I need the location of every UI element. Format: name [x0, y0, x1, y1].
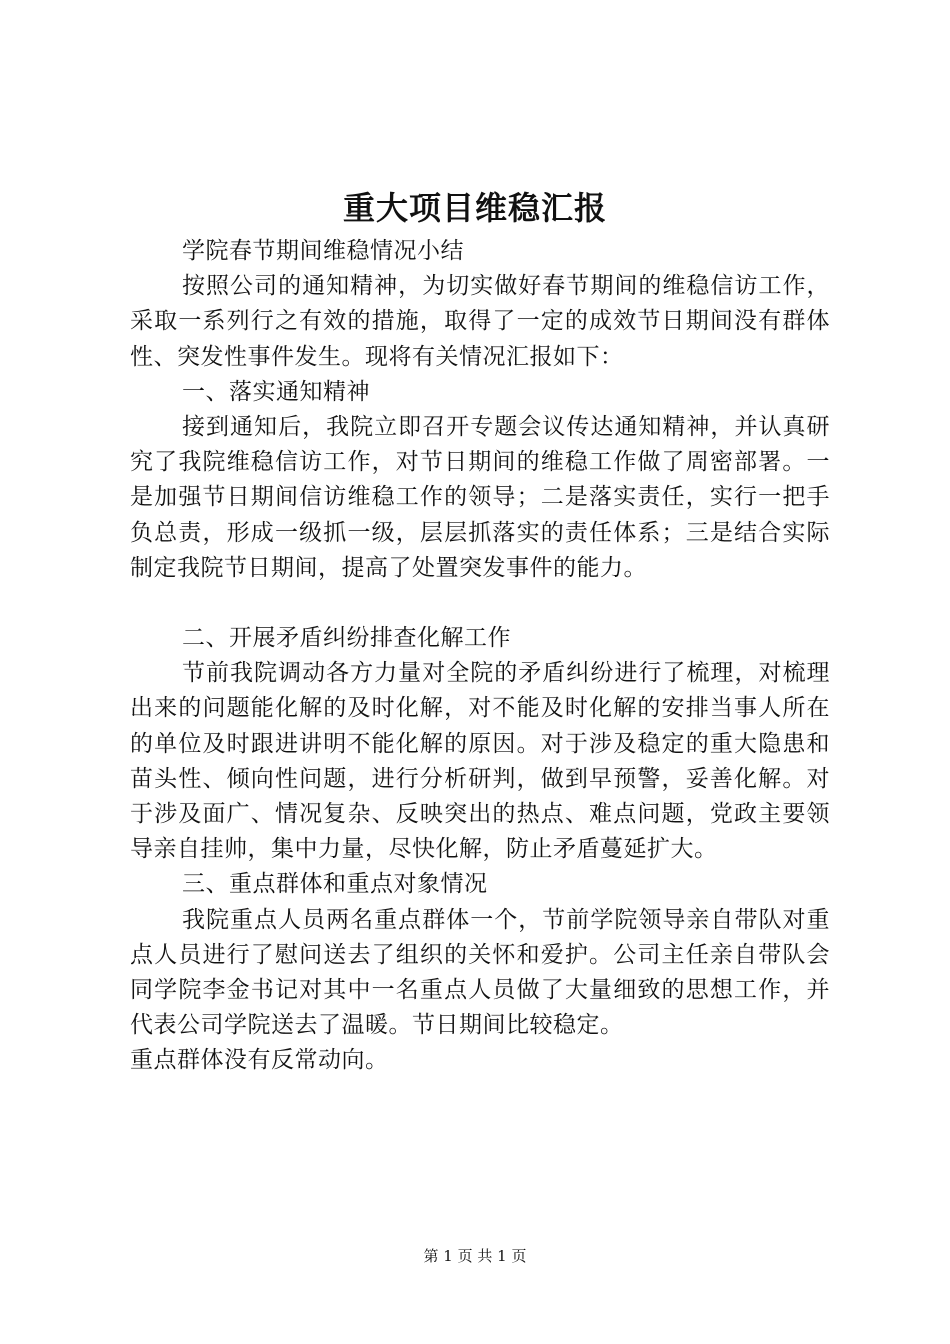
page-footer: 第 1 页 共 1 页 [423, 1247, 527, 1265]
document-body [130, 234, 830, 1079]
intro-paragraph: 按照公司的通知精神，为切实做好春节期间的维稳信访工作，采取一系列行之有效的措施，取得了一定的成效节日期间没有群体性、突发性事件发生。现将有关情况汇报如下： [130, 273, 830, 370]
closing-paragraph: 重点群体没有反常动向。 [130, 1047, 389, 1074]
section-heading-1: 一、落实通知精神 [182, 378, 370, 405]
section-heading-3: 三、重点群体和重点对象情况 [182, 871, 488, 898]
blank-line [130, 586, 830, 621]
section-3-paragraph: 我院重点人员两名重点群体一个，节前学院领导亲自带队对重点人员进行了慰问送去了组织的关怀和爱护。公司主任亲自带队会同学院李金书记对其中一名重点人员做了大量细致的思想工作，并代表公司学院送去了温暖。节日期间比较稳定。 [130, 906, 830, 1039]
section-2-paragraph: 节前我院调动各方力量对全院的矛盾纠纷进行了梳理，对梳理出来的问题能化解的及时化解，对不能及时化解的安排当事人所在的单位及时跟进讲明不能化解的原因。对于涉及稳定的重大隐患和苗头性、倾向性问题，进行分析研判，做到早预警，妥善化解。对于涉及面广、情况复杂、反映突出的热点、难点问题，党政主要领导亲自挂帅，集中力量，尽快化解，防止矛盾蔓延扩大。 [130, 660, 830, 863]
section-heading-2: 二、开展矛盾纠纷排查化解工作 [182, 625, 511, 652]
document-title: 重大项目维稳汇报 [342, 189, 607, 227]
subtitle-paragraph: 学院春节期间维稳情况小结 [182, 238, 464, 264]
section-1-paragraph: 接到通知后，我院立即召开专题会议传达通知精神，并认真研究了我院维稳信访工作，对节日期间的维稳工作做了周密部署。一是加强节日期间信访维稳工作的领导；二是落实责任，实行一把手负总责，形成一级抓一级，层层抓落实的责任体系；三是结合实际制定我院节日期间，提高了处置突发事件的能力。 [130, 414, 830, 581]
